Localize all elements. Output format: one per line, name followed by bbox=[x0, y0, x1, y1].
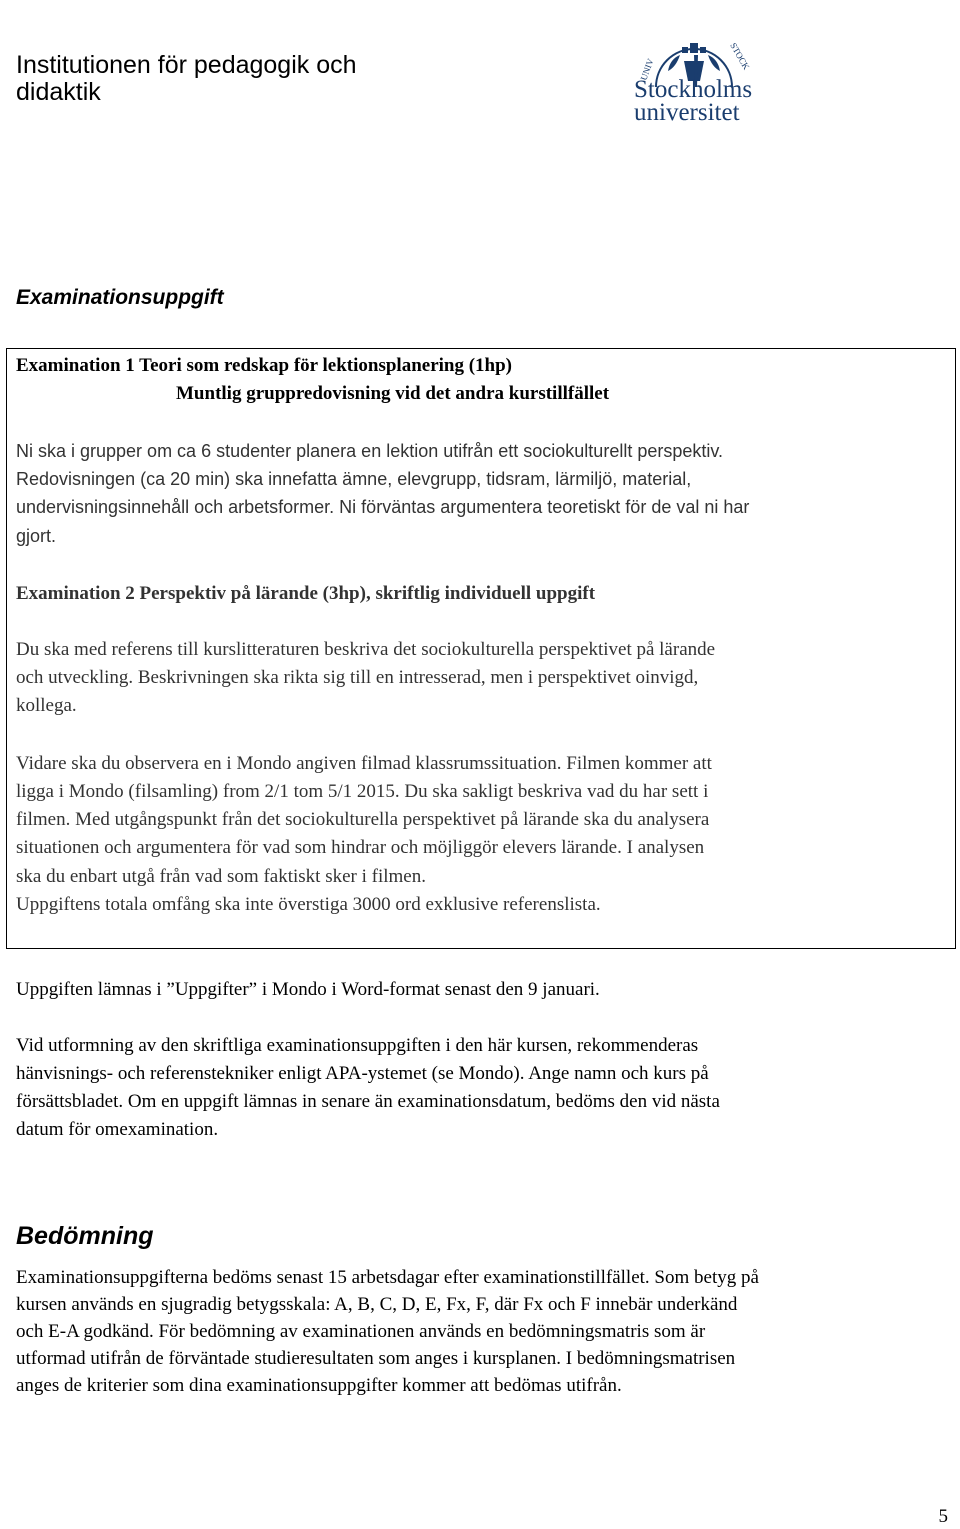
exam2-para2-line-6: Uppgiftens totala omfång ska inte överstiga 3000 ord exklusive referenslista. bbox=[16, 894, 601, 915]
format-line-4: datum för omexamination. bbox=[16, 1119, 219, 1140]
exam2-para1-line-3: kollega. bbox=[16, 695, 77, 716]
university-wordmark bbox=[634, 78, 804, 124]
submission-info: Uppgiften lämnas i ”Uppgifter” i Mondo i Word-format senast den 9 januari. bbox=[16, 979, 600, 1000]
exam1-subtitle: Muntlig gruppredovisning vid det andra kurstillfället bbox=[176, 383, 610, 404]
exam2-para2-line-4: situationen och argumentera för vad som hindrar och möjliggör elevers lärande. I analysen bbox=[16, 837, 705, 858]
exam2-title: Examination 2 Perspektiv på lärande (3hp), skriftlig individuell uppgift bbox=[16, 583, 596, 604]
exam1-line-2: Redovisningen (ca 20 min) ska innefatta ämne, elevgrupp, tidsram, lärmiljö, material, bbox=[16, 469, 692, 489]
svg-text:UNIV: UNIV bbox=[638, 57, 656, 82]
format-line-2: hänvisnings- och referenstekniker enligt APA-ystemet (se Mondo). Ange namn och kurs på bbox=[16, 1063, 709, 1084]
department-title: Institutionen för pedagogik och didaktik bbox=[16, 51, 357, 106]
assessment-line-2: kursen används en sjugradig betygsskala: A, B, C, D, E, Fx, F, där Fx och F innebär underkänd bbox=[16, 1294, 738, 1315]
exam2-para2-line-3: filmen. Med utgångspunkt från det sociokulturella perspektivet på lärande ska du analysera bbox=[16, 809, 710, 830]
assessment-line-1: Examinationsuppgifterna bedöms senast 15 arbetsdagar efter examinationstillfället. Som betyg på bbox=[16, 1267, 759, 1288]
section-heading-examination: Examinationsuppgift bbox=[16, 286, 224, 309]
exam2-para2-line-5: ska du enbart utgå från vad som faktiskt sker i filmen. bbox=[16, 866, 426, 887]
exam1-line-1: Ni ska i grupper om ca 6 studenter planera en lektion utifrån ett sociokulturellt perspektiv. bbox=[16, 441, 724, 461]
exam1-line-4: gjort. bbox=[16, 526, 57, 546]
wordmark-line-1: Stockholms bbox=[634, 76, 753, 103]
exam1-title: Examination 1 Teori som redskap för lektionsplanering (1hp) bbox=[16, 355, 513, 376]
format-line-3: försättsbladet. Om en uppgift lämnas in senare än examinationsdatum, bedöms den vid nästa bbox=[16, 1091, 720, 1112]
wordmark-line-2: universitet bbox=[634, 99, 740, 126]
exam1-line-3: undervisningsinnehåll och arbetsformer. Ni förväntas argumentera teoretiskt för de val ni har bbox=[16, 497, 750, 517]
svg-text:STOCK: STOCK bbox=[728, 41, 752, 72]
assessment-line-3: och E-A godkänd. För bedömning av examinationen används en bedömningsmatris som är bbox=[16, 1321, 706, 1342]
exam2-para1-line-2: och utveckling. Beskrivningen ska rikta sig till en intresserad, men i perspektivet oinvigd, bbox=[16, 667, 699, 688]
section-heading-assessment: Bedömning bbox=[16, 1222, 154, 1250]
assessment-line-5: anges de kriterier som dina examinationsuppgifter kommer att bedömas utifrån. bbox=[16, 1375, 622, 1396]
page-number: 5 bbox=[938, 1506, 948, 1527]
format-line-1: Vid utformning av den skriftliga examinationsuppgiften i den här kursen, rekommenderas bbox=[16, 1035, 699, 1056]
exam2-para2-line-2: ligga i Mondo (filsamling) from 2/1 tom 5/1 2015. Du ska sakligt beskriva vad du har sett i bbox=[16, 781, 709, 802]
exam2-para2-line-1: Vidare ska du observera en i Mondo angiven filmad klassrumssituation. Filmen kommer att bbox=[16, 753, 712, 774]
assessment-line-4: utformad utifrån de förväntade studieresultaten som anges i kursplanen. I bedömningsmatrisen bbox=[16, 1348, 736, 1369]
exam2-para1-line-1: Du ska med referens till kurslitteraturen beskriva det sociokulturella perspektivet på lärande bbox=[16, 639, 716, 660]
